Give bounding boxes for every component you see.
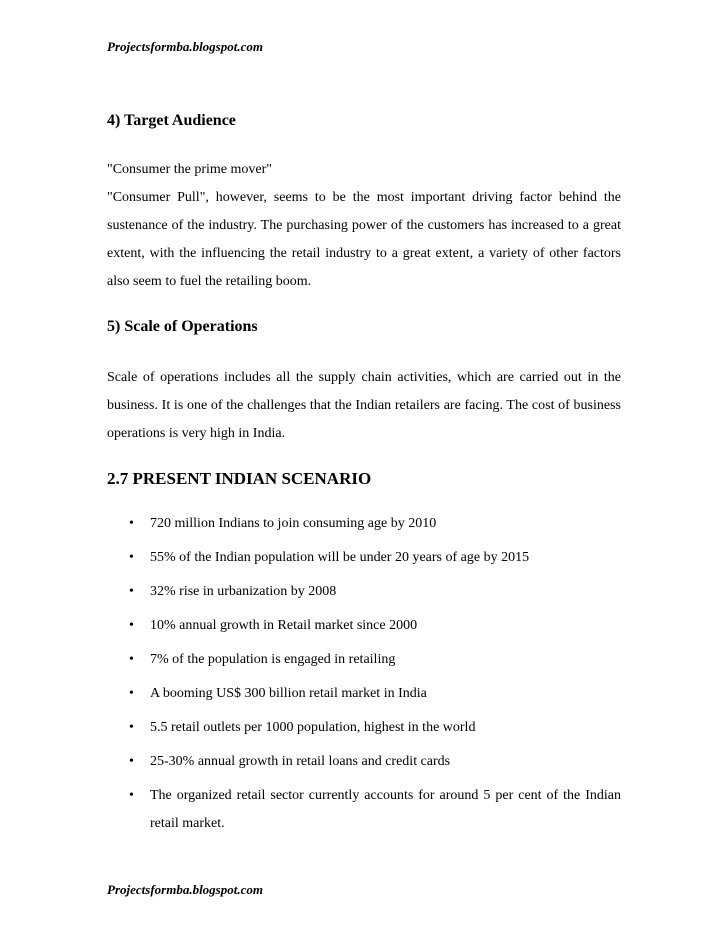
- list-item: • 55% of the Indian population will be under 20 years of age by 2015: [107, 544, 621, 578]
- scale-of-operations-body: Scale of operations includes all the supply chain activities, which are carried out in the business. It is one of the challenges that the Indian retailers are facing. The cost of business operations is very high in India.: [107, 370, 621, 441]
- bullet-icon: •: [129, 720, 134, 735]
- list-item: • A booming US$ 300 billion retail market in India: [107, 680, 621, 714]
- list-item: • 720 million Indians to join consuming age by 2010: [107, 510, 621, 544]
- list-item: • 5.5 retail outlets per 1000 population, highest in the world: [107, 714, 621, 748]
- bullet-icon: •: [129, 550, 134, 565]
- section-heading-scale-of-operations: 5) Scale of Operations: [107, 318, 258, 335]
- bullet-icon: •: [129, 686, 134, 701]
- bullet-icon: •: [129, 516, 134, 531]
- page-header: Projectsformba.blogspot.com: [107, 39, 263, 54]
- target-audience-text: [107, 156, 621, 296]
- target-audience-body: "Consumer Pull", however, seems to be the most important driving factor behind the sustenance of the industry. The purchasing power of the customers has increased to a great extent, with the influencing the retail industry to a great extent, a variety of other factors also seem to fuel the retailing boom.: [107, 190, 621, 289]
- list-item: • 7% of the population is engaged in retailing: [107, 646, 621, 680]
- target-audience-quote: "Consumer the prime mover": [107, 162, 273, 177]
- section-heading-present-indian-scenario: 2.7 PRESENT INDIAN SCENARIO: [107, 469, 372, 488]
- list-item: • 10% annual growth in Retail market since 2000: [107, 612, 621, 646]
- bullet-icon: •: [129, 788, 134, 803]
- page-footer: Projectsformba.blogspot.com: [107, 882, 263, 897]
- bullet-icon: •: [129, 618, 134, 633]
- section-heading-target-audience: 4) Target Audience: [107, 112, 236, 129]
- list-item: • 32% rise in urbanization by 2008: [107, 578, 621, 612]
- scenario-bullet-list: [107, 510, 621, 838]
- bullet-icon: •: [129, 754, 134, 769]
- bullet-icon: •: [129, 584, 134, 599]
- list-item: • The organized retail sector currently accounts for around 5 per cent of the Indian retail market.: [107, 782, 621, 838]
- bullet-icon: •: [129, 652, 134, 667]
- list-item: • 25-30% annual growth in retail loans and credit cards: [107, 748, 621, 782]
